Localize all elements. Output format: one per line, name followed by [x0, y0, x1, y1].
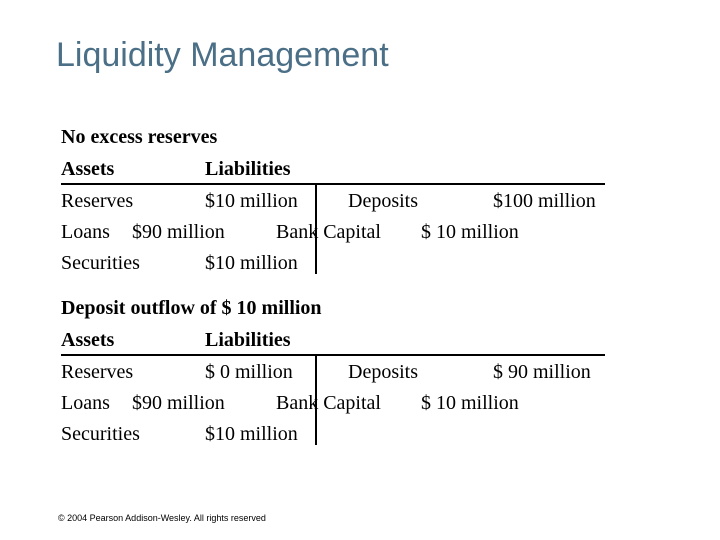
row-label: Loans [61, 221, 110, 243]
row-value: $ 0 million [205, 361, 293, 383]
t-account-horizontal-line [61, 183, 605, 185]
row-value: $90 million [132, 392, 225, 414]
row-value: $100 million [493, 190, 596, 212]
row-label: Bank Capital [276, 392, 381, 414]
row-label: Reserves [61, 361, 134, 383]
row-value: $10 million [205, 252, 298, 274]
row-value: $90 million [132, 221, 225, 243]
row-label: Deposits [348, 361, 418, 383]
row-value: $10 million [205, 423, 298, 445]
assets-header: Assets [61, 158, 115, 180]
row-value: $ 90 million [493, 361, 591, 383]
section-heading: Deposit outflow of $ 10 million [61, 297, 322, 319]
row-label: Securities [61, 423, 140, 445]
liabilities-header: Liabilities [205, 329, 291, 351]
section-heading: No excess reserves [61, 126, 218, 148]
row-value: $ 10 million [421, 221, 519, 243]
row-label: Reserves [61, 190, 134, 212]
row-label: Deposits [348, 190, 418, 212]
assets-header: Assets [61, 329, 115, 351]
liabilities-header: Liabilities [205, 158, 291, 180]
row-label: Securities [61, 252, 140, 274]
row-value: $ 10 million [421, 392, 519, 414]
row-label: Loans [61, 392, 110, 414]
row-value: $10 million [205, 190, 298, 212]
copyright-footer: © 2004 Pearson Addison-Wesley. All rights reserved [58, 513, 266, 523]
row-label: Bank Capital [276, 221, 381, 243]
t-account-horizontal-line [61, 354, 605, 356]
slide-title: Liquidity Management [56, 36, 389, 74]
